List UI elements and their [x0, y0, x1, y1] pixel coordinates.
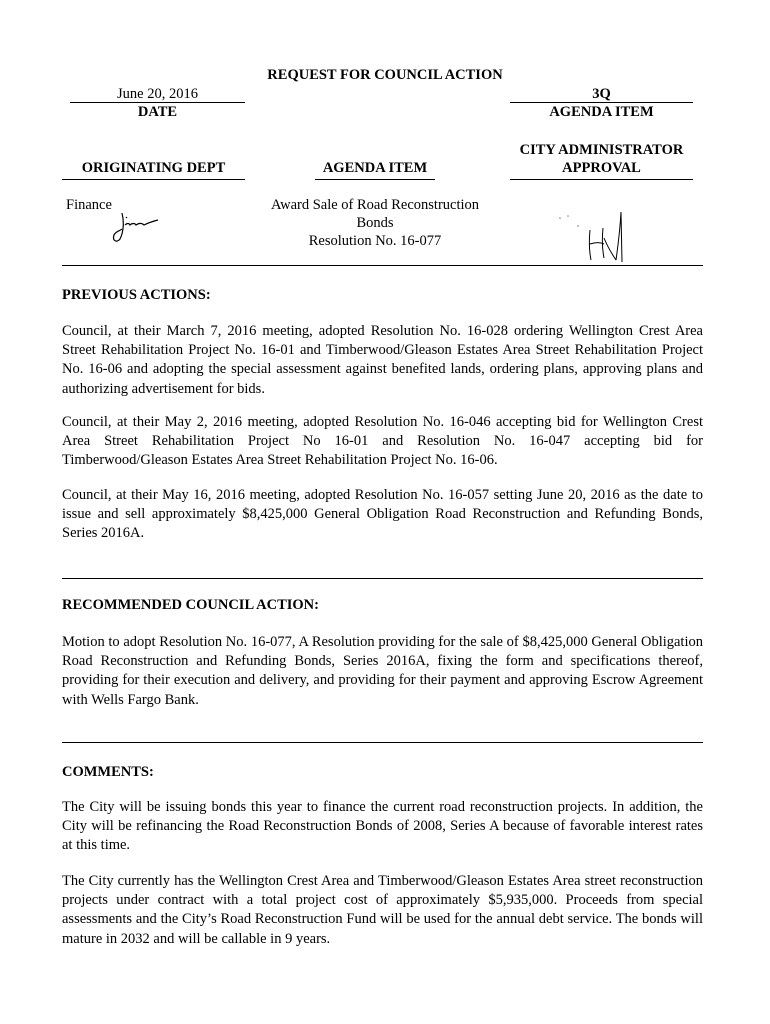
section-divider-bottom — [62, 742, 703, 743]
agenda-item-value: 3Q — [592, 86, 611, 102]
approval-underline — [510, 179, 693, 180]
approval-label-line2: APPROVAL — [562, 160, 641, 176]
date-label: DATE — [137, 104, 178, 120]
agenda-item-label-2: AGENDA ITEM — [322, 160, 428, 176]
department-value: Finance — [66, 197, 112, 213]
agenda-item-2-underline — [315, 179, 435, 180]
department-signature-initials — [108, 209, 164, 245]
agenda-item-line1: Award Sale of Road Reconstruction — [270, 197, 480, 213]
originating-dept-label: ORIGINATING DEPT — [81, 160, 226, 176]
agenda-item-line2: Bonds — [356, 215, 394, 231]
comments-paragraph-1: The City will be issuing bonds this year to finance the current road reconstruction projects. In addition, the City will be refinancing the Road Reconstruction Bonds of 2008, Series A because of favorable interest rates at this time. — [62, 799, 703, 854]
previous-actions-paragraph-2: Council, at their May 2, 2016 meeting, adopted Resolution No. 16-046 accepting bid for Wellington Crest Area Street Rehabilitation Project No 16-01 and Resolution No. 16-047 accepting bid for Timberwood/Gleason Estates Area Street Rehabilitation Project No. 16-06. — [62, 414, 703, 469]
previous-actions-paragraph-1: Council, at their March 7, 2016 meeting, adopted Resolution No. 16-028 ordering Wellington Crest Area Street Rehabilitation Project No. 16-01 and Timberwood/Gleason Estates Area Street Rehabilitation Project No. 16-06 and adopting the special assessment against benefited lands, ordering plans, approving plans and authorizing advertisement for bids. — [62, 323, 703, 397]
section-divider-top — [62, 265, 703, 266]
administrator-signature-initials — [548, 204, 638, 264]
previous-actions-paragraph-3: Council, at their May 16, 2016 meeting, adopted Resolution No. 16-057 setting June 20, 2016 as the date to issue and sell approximately $8,425,000 General Obligation Road Reconstruction and Refunding Bonds, Series 2016A. — [62, 487, 703, 542]
approval-label-line1: CITY ADMINISTRATOR — [519, 142, 684, 158]
document-title: REQUEST FOR COUNCIL ACTION — [267, 67, 503, 83]
recommended-action-paragraph: Motion to adopt Resolution No. 16-077, A Resolution providing for the sale of $8,425,000 General Obligation Road Reconstruction and Refunding Bonds, Series 2016A, fixing the form and specifications thereof, providing for their execution and delivery, and providing for their payment and approving Escrow Agreement with Wells Fargo Bank. — [62, 634, 703, 708]
section-divider-middle — [62, 578, 703, 579]
date-value: June 20, 2016 — [117, 86, 198, 102]
recommended-action-heading: RECOMMENDED COUNCIL ACTION: — [62, 597, 319, 613]
comments-heading: COMMENTS: — [62, 764, 154, 780]
originating-dept-underline — [62, 179, 245, 180]
previous-actions-heading: PREVIOUS ACTIONS: — [62, 287, 211, 303]
agenda-item-line3: Resolution No. 16-077 — [308, 233, 442, 249]
comments-paragraph-2: The City currently has the Wellington Crest Area and Timberwood/Gleason Estates Area street reconstruction projects under contract with a total project cost of approximately $5,935,000. Proceeds from special assessments and the City’s Road Reconstruction Fund will be used for the annual debt service. The bonds will mature in 2032 and will be callable in 9 years. — [62, 873, 703, 947]
agenda-item-label: AGENDA ITEM — [549, 104, 654, 120]
